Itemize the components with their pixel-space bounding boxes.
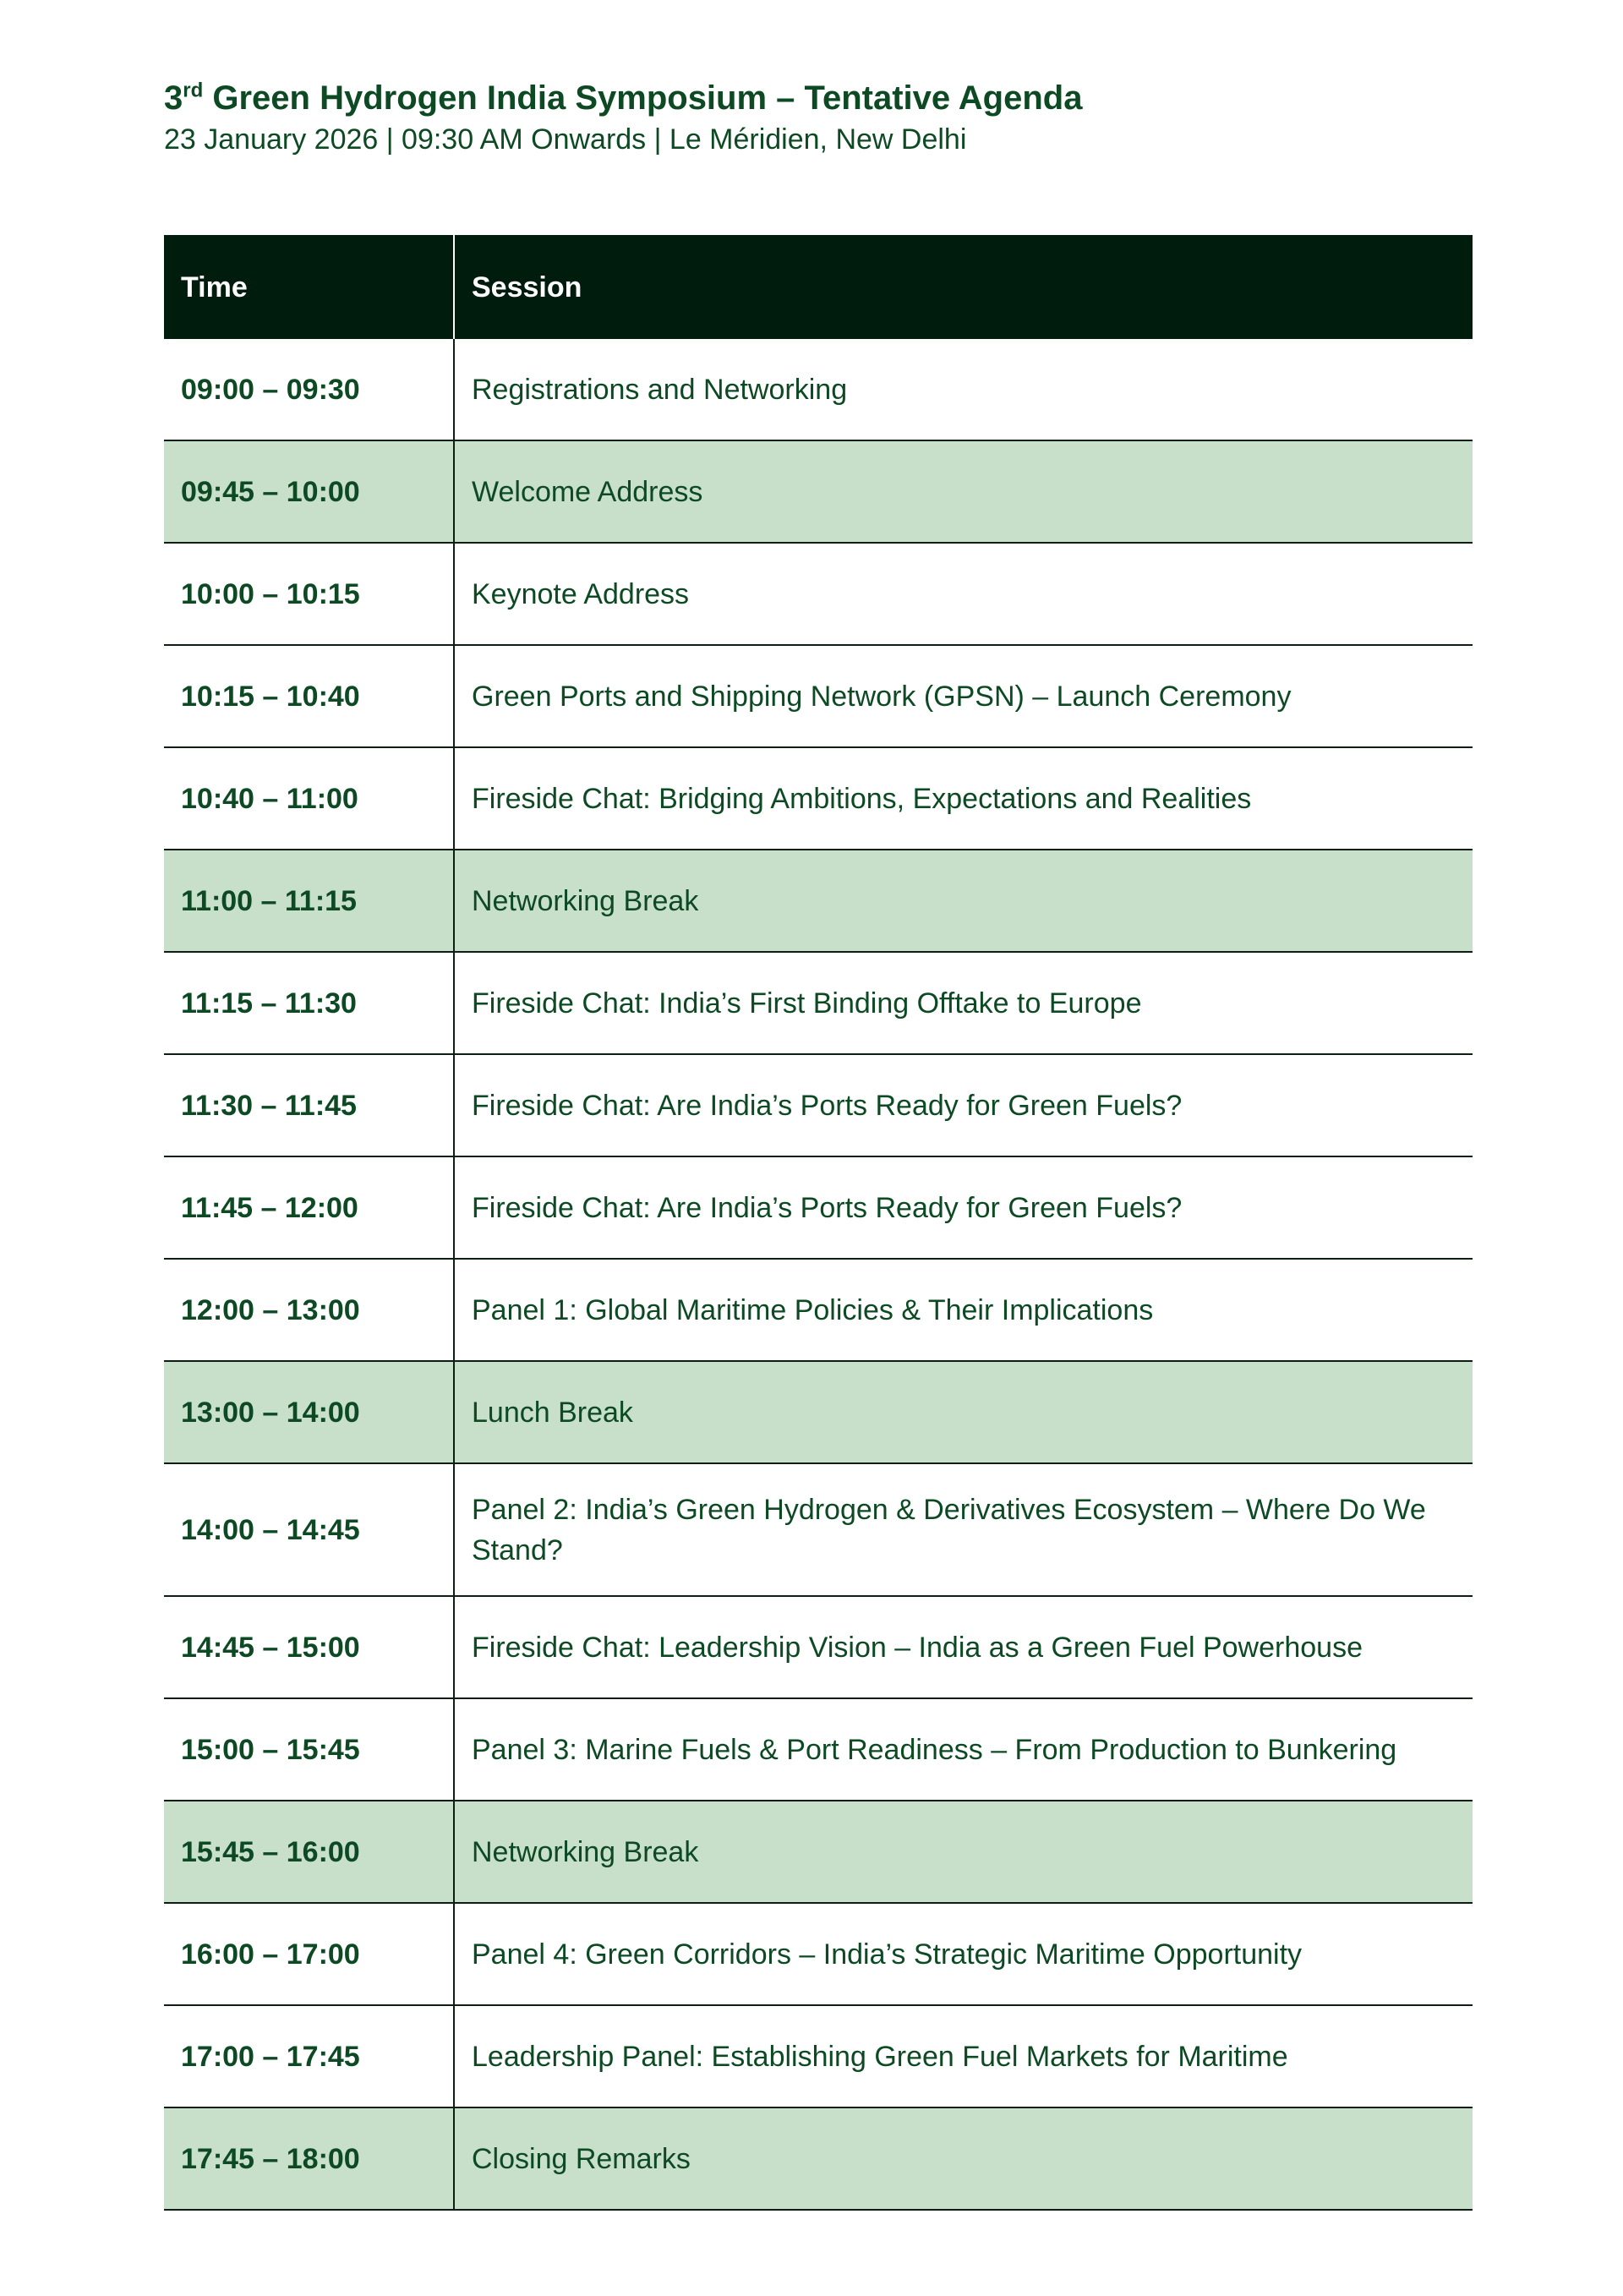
table-row: [164, 850, 1473, 953]
table-row: [164, 1699, 1473, 1801]
table-row: [164, 1597, 1473, 1699]
table-row: [164, 1904, 1473, 2006]
session-cell: Green Ports and Shipping Network (GPSN) – Launch Ceremony: [472, 680, 1292, 713]
time-cell: 14:00 – 14:45: [164, 1464, 455, 1595]
time-cell: 11:45 – 12:00: [164, 1157, 455, 1258]
time-cell: 09:00 – 09:30: [164, 339, 455, 440]
time-cell: 15:00 – 15:45: [164, 1699, 455, 1800]
table-row: [164, 441, 1473, 544]
time-cell: 12:00 – 13:00: [164, 1260, 455, 1360]
session-cell: Leadership Panel: Establishing Green Fuel Markets for Maritime: [472, 2040, 1288, 2073]
session-cell: Fireside Chat: Are India’s Ports Ready for Green Fuels?: [472, 1089, 1183, 1122]
table-row: [164, 2108, 1473, 2211]
table-row: [164, 544, 1473, 646]
page-header: [164, 76, 1483, 159]
session-cell: Fireside Chat: Bridging Ambitions, Expectations and Realities: [472, 782, 1252, 815]
table-row: [164, 1260, 1473, 1362]
table-row: [164, 2006, 1473, 2108]
session-cell: Fireside Chat: India’s First Binding Offtake to Europe: [472, 987, 1142, 1020]
time-cell: 11:00 – 11:15: [164, 850, 455, 951]
time-cell: 14:45 – 15:00: [164, 1597, 455, 1697]
table-row: [164, 748, 1473, 850]
page-title: [164, 76, 1483, 120]
session-cell: Registrations and Networking: [472, 373, 848, 406]
time-cell: 17:45 – 18:00: [164, 2108, 455, 2209]
time-cell: 13:00 – 14:00: [164, 1362, 455, 1462]
time-cell: 09:45 – 10:00: [164, 441, 455, 542]
time-cell: 10:15 – 10:40: [164, 646, 455, 746]
table-row: [164, 953, 1473, 1055]
time-cell: 15:45 – 16:00: [164, 1801, 455, 1902]
agenda-table: [164, 235, 1473, 2211]
title-ordinal-suffix: rd: [183, 79, 204, 102]
session-cell: Panel 4: Green Corridors – India’s Strategic Maritime Opportunity: [472, 1938, 1303, 1971]
session-cell: Welcome Address: [472, 475, 703, 508]
table-header-row: [164, 235, 1473, 339]
session-cell: Lunch Break: [472, 1396, 633, 1429]
session-cell: Networking Break: [472, 1835, 699, 1868]
table-row: [164, 1801, 1473, 1904]
session-cell: Panel 1: Global Maritime Policies & Their Implications: [472, 1293, 1154, 1326]
session-cell: Closing Remarks: [472, 2142, 691, 2175]
session-cell: Panel 3: Marine Fuels & Port Readiness – From Production to Bunkering: [472, 1733, 1397, 1766]
session-cell: Panel 2: India’s Green Hydrogen & Derivatives Ecosystem – Where Do We Stand?: [472, 1493, 1426, 1566]
table-row: [164, 1362, 1473, 1464]
time-cell: 11:30 – 11:45: [164, 1055, 455, 1156]
session-cell: Fireside Chat: Leadership Vision – India as a Green Fuel Powerhouse: [472, 1631, 1363, 1664]
time-cell: 10:00 – 10:15: [164, 544, 455, 644]
title-text: Green Hydrogen India Symposium – Tentative Agenda: [203, 79, 1083, 117]
title-ordinal-number: 3: [164, 79, 183, 117]
session-cell: Networking Break: [472, 884, 699, 917]
session-cell: Fireside Chat: Are India’s Ports Ready for Green Fuels?: [472, 1191, 1183, 1224]
table-row: [164, 1464, 1473, 1597]
event-details: 23 January 2026 | 09:30 AM Onwards | Le Méridien, New Delhi: [164, 123, 967, 156]
session-column-header: Session: [472, 271, 582, 303]
table-row: [164, 646, 1473, 748]
session-cell: Keynote Address: [472, 577, 690, 610]
time-cell: 17:00 – 17:45: [164, 2006, 455, 2107]
table-row: [164, 1157, 1473, 1260]
time-column-header: Time: [164, 235, 455, 339]
time-cell: 11:15 – 11:30: [164, 953, 455, 1053]
table-row: [164, 1055, 1473, 1157]
time-cell: 16:00 – 17:00: [164, 1904, 455, 2004]
time-cell: 10:40 – 11:00: [164, 748, 455, 849]
table-row: [164, 339, 1473, 441]
